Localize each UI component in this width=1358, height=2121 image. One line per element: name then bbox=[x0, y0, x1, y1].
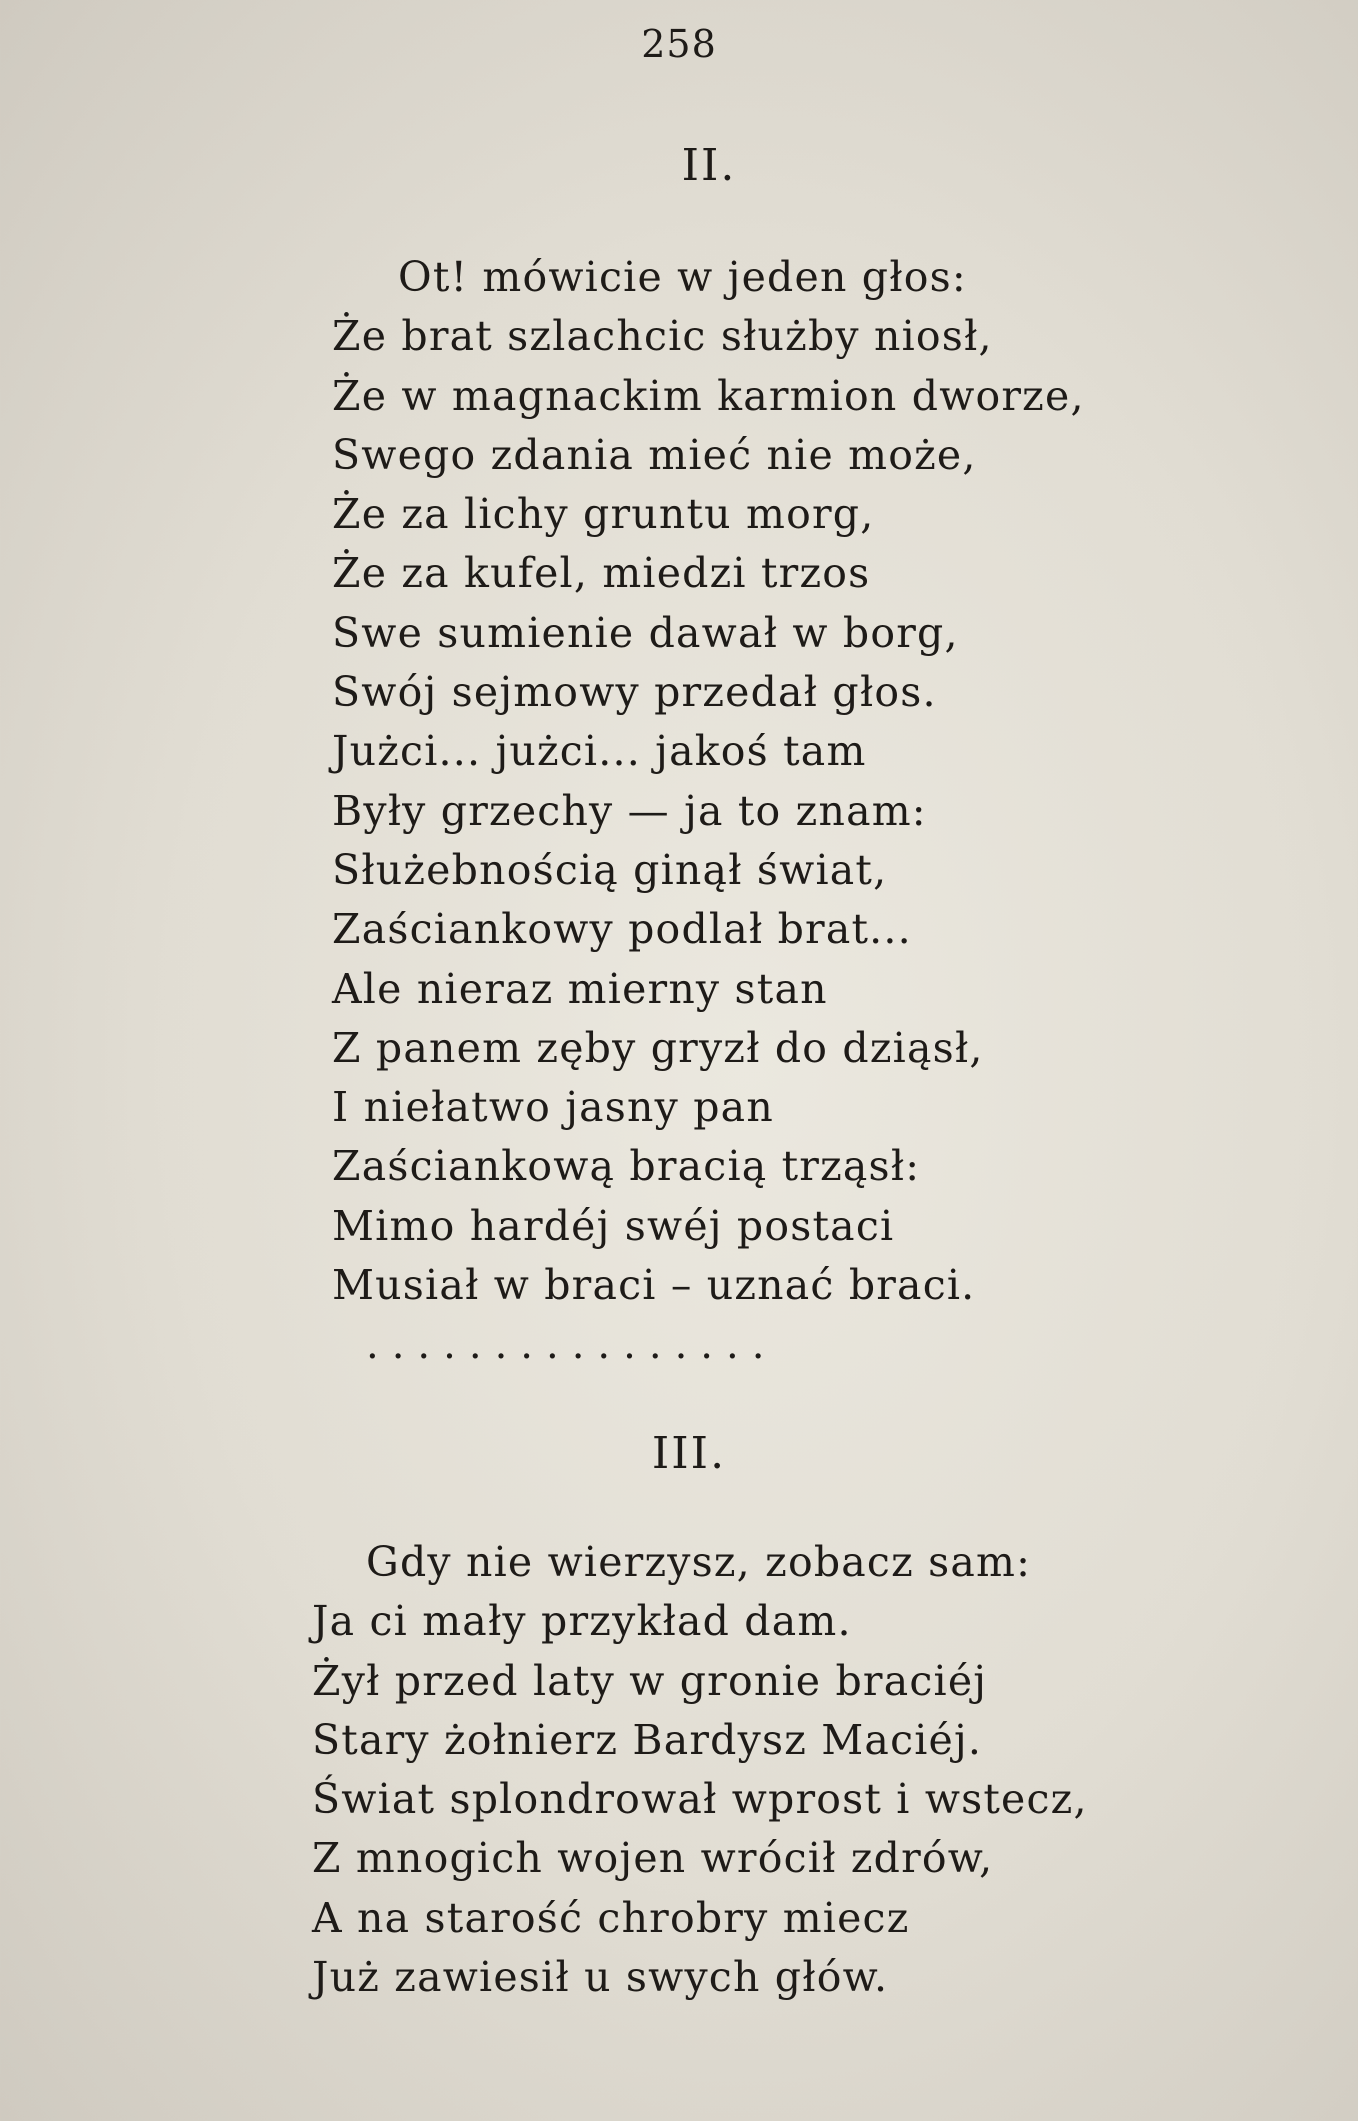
poem-line: Już zawiesił u swych głów. bbox=[312, 1953, 889, 2002]
section-heading-3: III. bbox=[651, 1428, 727, 1479]
dotted-separator: ................ bbox=[366, 1322, 778, 1368]
poem-line: Musiał w braci – uznać braci. bbox=[332, 1261, 976, 1310]
poem-line: Że brat szlachcic służby niosł, bbox=[332, 312, 993, 361]
poem-line: Zaściankową bracią trząsł: bbox=[332, 1142, 921, 1191]
poem-line: Ale nieraz mierny stan bbox=[332, 964, 828, 1013]
poem-line: Z panem zęby gryzł do dziąsł, bbox=[332, 1023, 984, 1072]
page-number: 258 bbox=[641, 22, 717, 66]
poem-line: Zaściankowy podlał brat... bbox=[332, 905, 912, 954]
poem-line: Ja ci mały przykład dam. bbox=[312, 1597, 852, 1646]
poem-line: I niełatwo jasny pan bbox=[332, 1083, 774, 1132]
poem-line: A na starość chrobry miecz bbox=[312, 1893, 910, 1942]
poem-line: Gdy nie wierzysz, zobacz sam: bbox=[366, 1538, 1032, 1586]
poem-line: Ot! mówicie w jeden głos: bbox=[398, 253, 967, 301]
poem-line: Świat splondrował wprost i wstecz, bbox=[312, 1775, 1088, 1824]
poem-line: Z mnogich wojen wrócił zdrów, bbox=[312, 1834, 994, 1883]
poem-line: Były grzechy — ja to znam: bbox=[332, 786, 927, 835]
poem-line: Swój sejmowy przedał głos. bbox=[332, 668, 937, 717]
poem-line: Swego zdania mieć nie może, bbox=[332, 430, 977, 479]
poem-line: Mimo hardéj swéj postaci bbox=[332, 1201, 895, 1250]
poem-line: Jużci... jużci... jakoś tam bbox=[332, 727, 867, 776]
poem-line: Służebnością ginął świat, bbox=[332, 845, 888, 894]
poem-line: Że w magnackim karmion dworze, bbox=[332, 371, 1085, 420]
poem-line: Stary żołnierz Bardysz Maciéj. bbox=[312, 1715, 983, 1764]
poem-stanza-2 bbox=[332, 248, 1085, 1315]
poem-stanza-3 bbox=[312, 1533, 1088, 2007]
section-heading-2: II. bbox=[681, 140, 737, 191]
poem-line: Żył przed laty w gronie braciéj bbox=[312, 1656, 988, 1705]
poem-line: Że za kufel, miedzi trzos bbox=[332, 549, 871, 598]
poem-line: Swe sumienie dawał w borg, bbox=[332, 608, 959, 657]
poem-line: Że za lichy gruntu morg, bbox=[332, 490, 875, 539]
